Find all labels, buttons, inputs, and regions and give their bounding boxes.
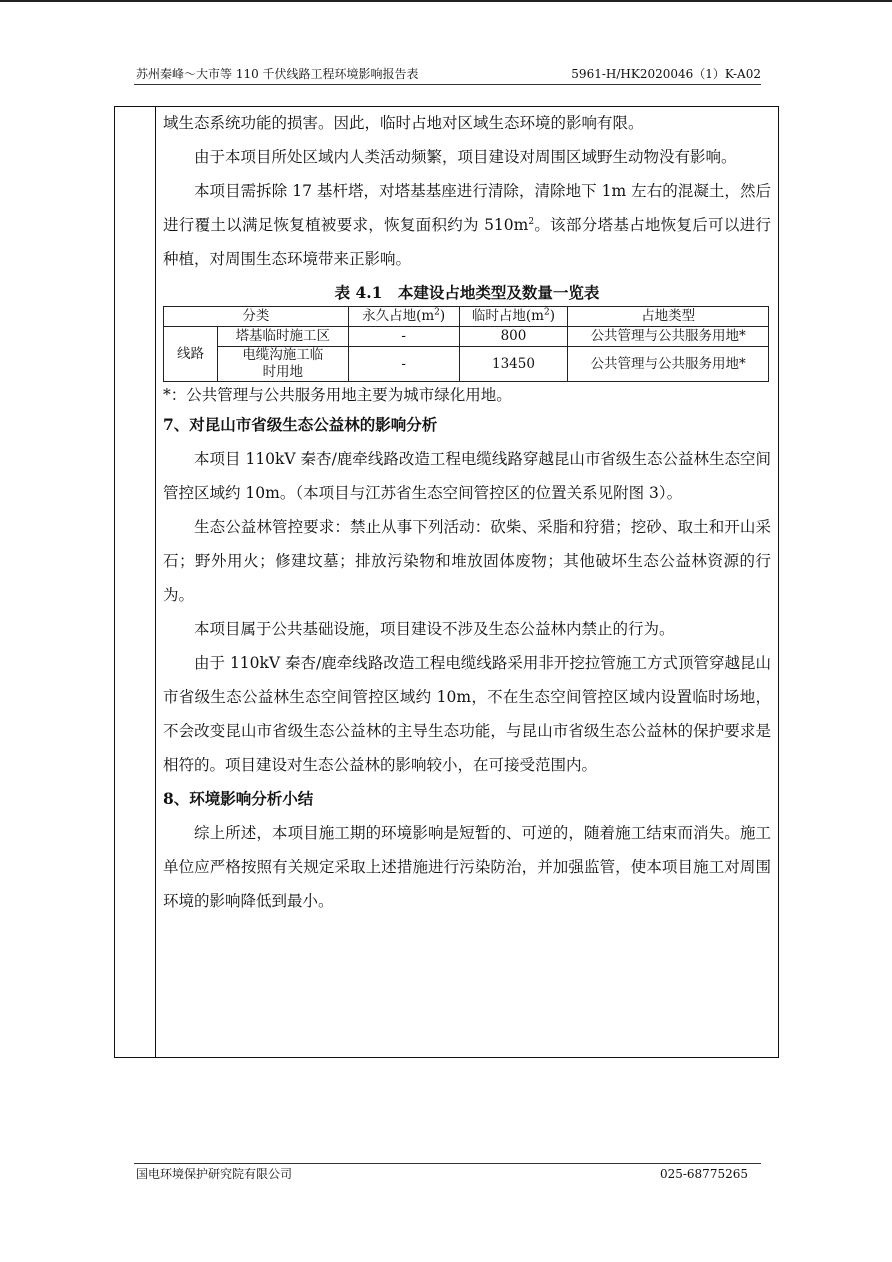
row-temporary: 13450 [459,347,568,382]
paragraph: 本项目 110kV 秦杏/鹿牵线路改造工程电缆线路穿越昆山市省级生态公益林生态空间管控区域约 10m。（本项目与江苏省生态空间管控区的位置关系见附图 3）。 [163,450,771,502]
row-type: 公共管理与公共服务用地* [568,347,769,382]
land-use-table [163,306,769,382]
table-caption: 表 4.1 本建设占地类型及数量一览表 [334,283,600,302]
content-body [163,106,771,918]
paragraph: 域生态系统功能的损害。因此，临时占地对区域生态环境的影响有限。 [163,114,644,132]
table-note: *：公共管理与公共服务用地主要为城市绿化用地。 [163,386,512,404]
table-header-row [164,307,769,327]
paragraph: 本项目属于公共基础设施，项目建设不涉及生态公益林内禁止的行为。 [194,620,675,638]
row-temporary: 800 [459,327,568,347]
paragraph: 由于 110kV 秦杏/鹿牵线路改造工程电缆线路采用非开挖拉管施工方式顶管穿越昆山市省级生态公益林生态空间管控区域约 10m，不在生态空间管控区域内设置临时场地，不会改变昆山市省级生态公益林的主导生态功能，与昆山市省级生态公益林的保护要求是相符的。项目建设对生态公益林的影响较小，在可接受范围内。 [163,654,771,774]
footer-org: 国电环境保护研究院有限公司 [136,1167,293,1181]
row-permanent: - [348,327,459,347]
top-rule [0,0,892,2]
header-category: 分类 [164,307,349,327]
footer-phone: 025-68775265 [659,1167,748,1181]
paragraph-text: 。该部分塔基占地恢复后可以进行种植，对周围生态环境带来正影响。 [163,216,771,268]
footer-rule [134,1163,761,1164]
paragraph-text: 本项目需拆除 17 基杆塔，对塔基基座进行清除，清除地下 1m 左右的混凝土，然后进行覆土以满足恢复植被要求，恢复面积约为 510m [163,182,771,234]
row-name: 塔基临时施工区 [217,327,348,347]
row-name: 电缆沟施工临时用地 [217,347,348,382]
paragraph: 生态公益林管控要求：禁止从事下列活动：砍柴、采脂和狩猎；挖砂、取土和开山采石；野外用火；修建坟墓；排放污染物和堆放固体废物；其他破坏生态公益林资源的行为。 [163,518,771,604]
section-heading: 7、对昆山市省级生态公益林的影响分析 [163,415,438,434]
header-permanent: 永久占地$(m^2)$ [348,307,459,327]
page-header [136,66,761,84]
header-temporary: 临时占地$(m^2)$ [459,307,568,327]
table-row [164,347,769,382]
header-type: 占地类型 [568,307,769,327]
table-row [164,327,769,347]
header-doc-number: 5961-H/HK2020046（1）K-A02 [571,67,761,81]
paragraph: 综上所述，本项目施工期的环境影响是短暂的、可逆的，随着施工结束而消失。施工单位应严格按照有关规定采取上述措施进行污染防治，并加强监管，使本项目施工对周围环境的影响降低到最小。 [163,824,771,910]
paragraph [163,174,771,276]
section-heading: 8、环境影响分析小结 [163,789,314,808]
row-type: 公共管理与公共服务用地* [568,327,769,347]
paragraph: 由于本项目所处区域内人类活动频繁，项目建设对周围区域野生动物没有影响。 [194,148,737,166]
superscript: 2 [528,216,535,227]
header-rule [134,84,761,85]
frame-divider [155,107,156,1057]
page-footer [136,1166,748,1184]
group-cell: 线路 [164,327,218,382]
row-permanent: - [348,347,459,382]
header-title: 苏州秦峰～大市等 110 千伏线路工程环境影响报告表 [136,67,419,81]
